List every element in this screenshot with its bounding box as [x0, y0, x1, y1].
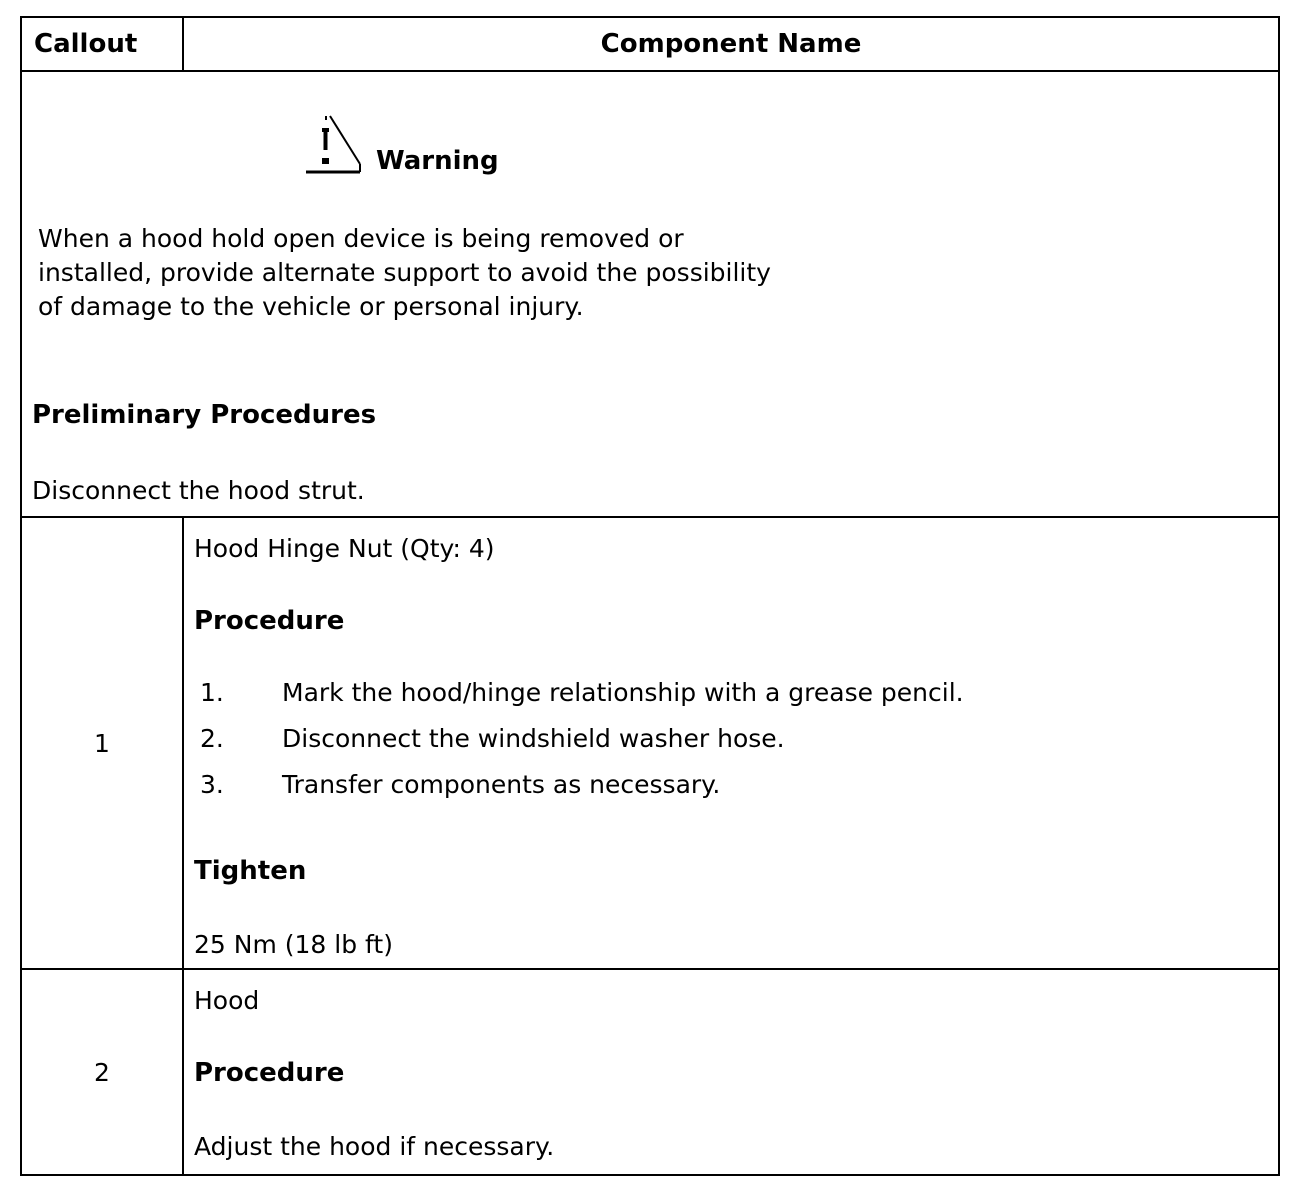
step-number: 3.	[200, 770, 224, 799]
step-number: 1.	[200, 678, 224, 707]
warning-text: When a hood hold open device is being removed or installed, provide alternate support to avoid the possibility of damage to the vehicle or personal injury.	[38, 224, 771, 321]
callout-cell: 2	[21, 969, 183, 1175]
callout-cell: 1	[21, 517, 183, 969]
component-name: Hood	[194, 986, 260, 1015]
step-text: Transfer components as necessary.	[282, 770, 721, 799]
component-name: Hood Hinge Nut (Qty: 4)	[194, 534, 495, 563]
component-cell	[183, 969, 1279, 1175]
intro-cell	[21, 71, 1279, 517]
tighten-title: Tighten	[194, 856, 307, 886]
component-cell	[183, 517, 1279, 969]
warning-triangle-icon	[304, 114, 362, 176]
preliminary-procedures-text: Disconnect the hood strut.	[32, 476, 365, 505]
table-header-row	[21, 17, 1279, 71]
table-row	[21, 517, 1279, 969]
warning-title: Warning	[376, 146, 499, 176]
procedure-steps	[200, 678, 964, 816]
step-number: 2.	[200, 724, 224, 753]
intro-row	[21, 71, 1279, 517]
preliminary-procedures-title: Preliminary Procedures	[32, 400, 377, 430]
procedure-title: Procedure	[194, 606, 345, 636]
table-row	[21, 969, 1279, 1175]
list-item	[200, 770, 964, 816]
step-text: Disconnect the windshield washer hose.	[282, 724, 785, 753]
procedure-title: Procedure	[194, 1058, 345, 1088]
header-component-name: Component Name	[183, 17, 1279, 71]
warning-heading	[304, 114, 499, 176]
tighten-value: 25 Nm (18 lb ft)	[194, 930, 393, 959]
procedure-table	[20, 16, 1280, 1176]
list-item	[200, 678, 964, 724]
procedure-text: Adjust the hood if necessary.	[194, 1132, 555, 1161]
header-callout: Callout	[21, 17, 183, 71]
step-text: Mark the hood/hinge relationship with a grease pencil.	[282, 678, 964, 707]
list-item	[200, 724, 964, 770]
